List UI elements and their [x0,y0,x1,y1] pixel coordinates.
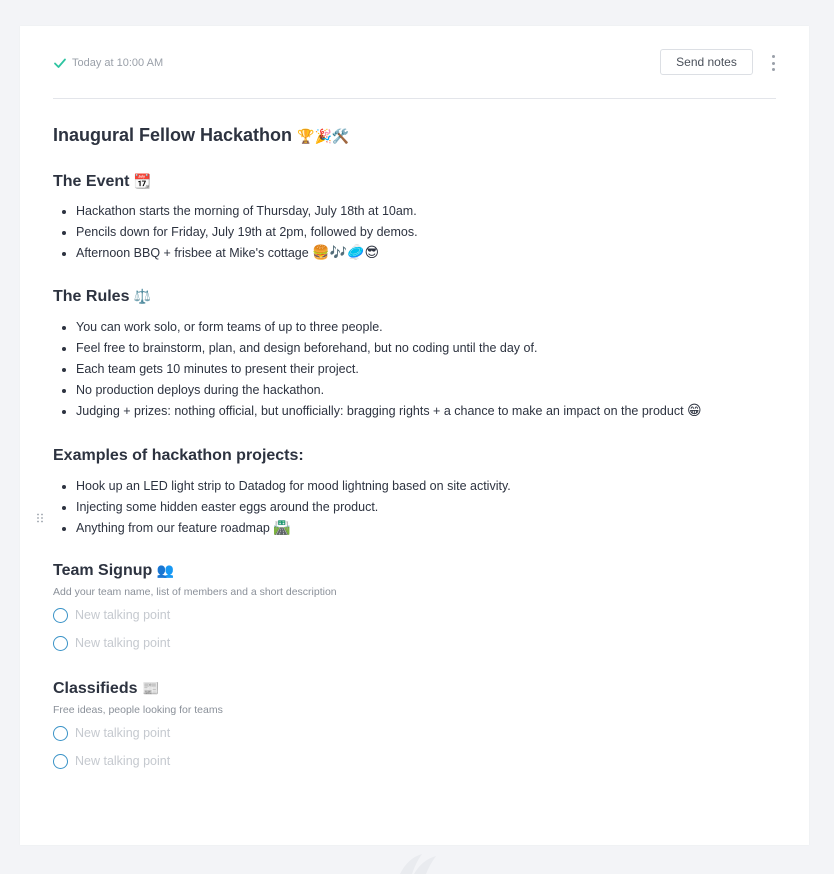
section-heading-signup[interactable]: Team Signup 👥 [53,562,175,580]
section-description-signup: Add your team name, list of members and a short description [53,586,337,599]
examples-list [53,476,783,540]
check-icon [53,56,67,70]
section-heading-rules[interactable]: The Rules ⚖️ [53,287,152,305]
talking-point[interactable] [53,747,783,775]
scales-emoji: ⚖️ [133,288,152,305]
list-item[interactable]: • Feel free to brainstorm, plan, and design beforehand, but no coding until the day of. [76,338,783,359]
list-item[interactable]: • No production deploys during the hackathon. [76,380,783,401]
title-emoji: 🏆🎉🛠️ [297,129,350,145]
saved-status [53,56,163,70]
checkbox-circle-icon[interactable] [53,754,68,769]
talking-point-placeholder[interactable]: New talking point [75,636,171,651]
talking-point-placeholder[interactable]: New talking point [75,754,171,769]
event-list [53,201,783,265]
list-item[interactable]: • You can work solo, or form teams of up to three people. [76,317,783,338]
talking-point-placeholder[interactable]: New talking point [75,608,171,623]
talking-point[interactable] [53,719,783,747]
list-item[interactable]: • Pencils down for Friday, July 19th at 2pm, followed by demos. [76,222,783,243]
talking-point[interactable] [53,601,783,629]
section-heading-examples[interactable]: Examples of hackathon projects: [53,446,304,464]
talking-point[interactable] [53,629,783,657]
list-item[interactable]: • Each team gets 10 minutes to present their project. [76,359,783,380]
section-heading-classifieds[interactable]: Classifieds 📰 [53,680,160,698]
list-item[interactable]: • Anything from our feature roadmap 🛣️ [76,518,783,539]
people-emoji: 👥 [156,563,175,580]
list-item[interactable]: • Afternoon BBQ + frisbee at Mike's cottage 🍔🎶🥏😎 [76,243,783,264]
note-header [53,26,776,99]
drag-handle-icon[interactable] [36,513,44,523]
bbq-emoji: 🍔🎶🥏😎 [312,245,380,262]
note-card [20,26,809,845]
checkbox-circle-icon[interactable] [53,636,68,651]
newspaper-emoji: 📰 [141,681,160,698]
grin-emoji: 😁 [687,403,702,420]
checkbox-circle-icon[interactable] [53,608,68,623]
talking-point-placeholder[interactable]: New talking point [75,726,171,741]
kebab-menu-icon[interactable] [769,55,777,71]
calendar-emoji: 📆 [133,174,152,190]
rules-list [53,317,783,423]
list-item[interactable]: • Injecting some hidden easter eggs around the product. [76,497,783,518]
road-emoji: 🛣️ [273,520,291,537]
list-item[interactable]: • Judging + prizes: nothing official, but unofficially: bragging rights + a chance to make an impact on the product 😁 [76,401,783,422]
section-heading-event[interactable]: The Event 📆 [53,173,152,190]
list-item[interactable]: • Hackathon starts the morning of Thursday, July 18th at 10am. [76,201,783,222]
send-notes-button[interactable]: Send notes [660,49,753,75]
note-content [53,124,783,775]
fellow-logo-icon [396,852,438,874]
note-title[interactable]: Inaugural Fellow Hackathon 🏆🎉🛠️ [53,125,350,145]
checkbox-circle-icon[interactable] [53,726,68,741]
saved-timestamp: Today at 10:00 AM [72,57,164,69]
list-item[interactable]: • Hook up an LED light strip to Datadog for mood lightning based on site activity. [76,476,783,497]
section-description-classifieds: Free ideas, people looking for teams [53,704,223,717]
